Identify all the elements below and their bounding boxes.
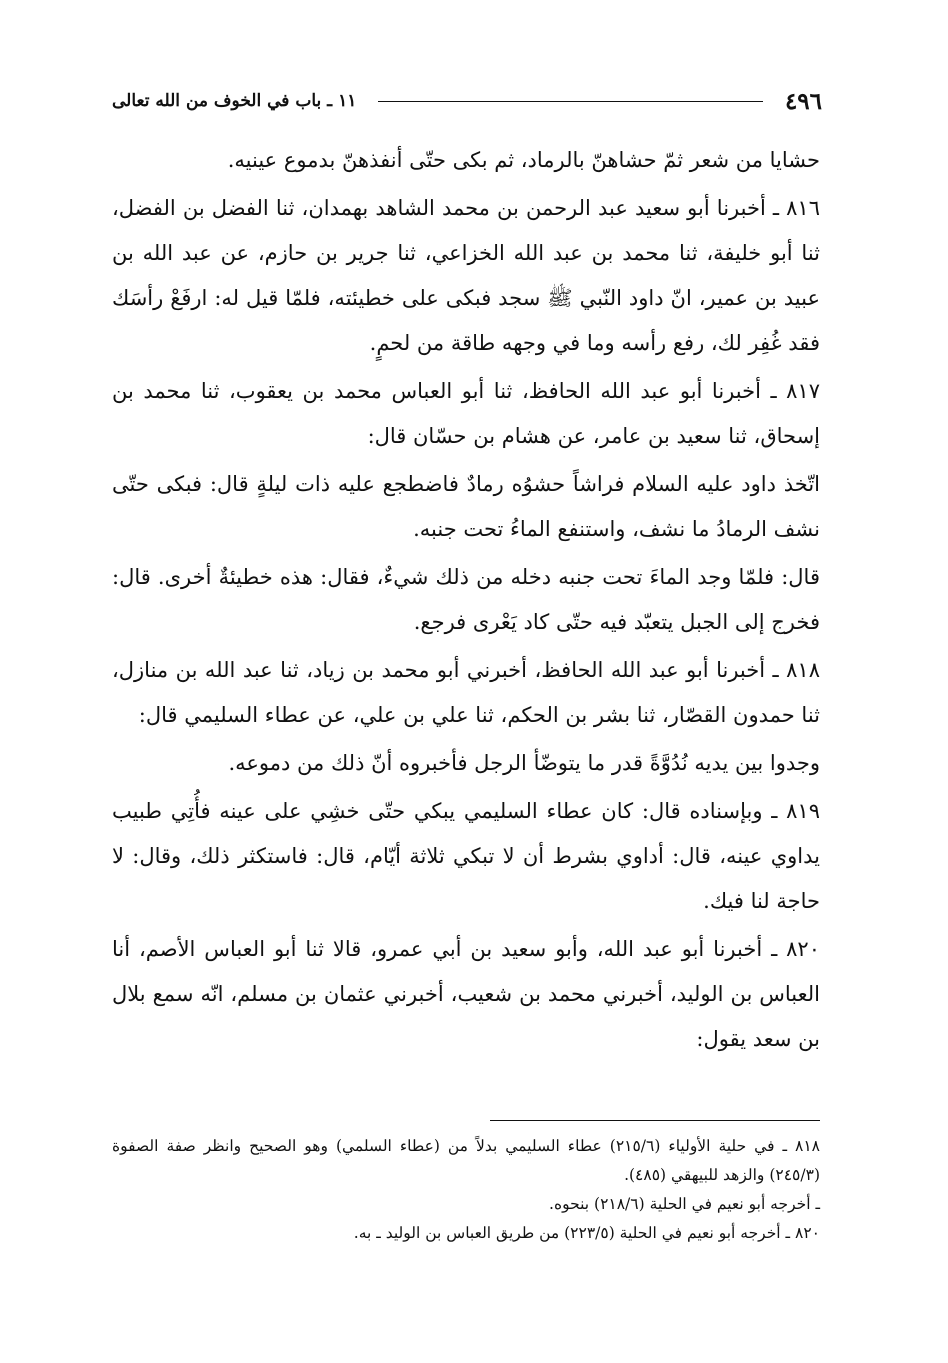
paragraph-817: ٨١٧ ـ أخبرنا أبو عبد الله الحافظ، ثنا أبو العباس محمد بن يعقوب، ثنا محمد بن إسحاق، ثنا سعيد بن عامر، عن هشام بن حسّان قال: (112, 379, 820, 448)
header-rule (378, 101, 763, 102)
footnote-820: ٨٢٠ ـ أخرجه أبو نعيم في الحلية (٢٢٣/٥) من طريق العباس بن الوليد ـ به. (353, 1224, 820, 1242)
footnote-819: ـ أخرجه أبو نعيم في الحلية (٢١٨/٦) بنحوه. (549, 1195, 820, 1213)
paragraph-817-quote-1: اتّخذ داود عليه السلام فراشاً حشوُه رمادٌ فاضطجع عليه ذات ليلةٍ قال: فبكى حتّى نشف الرمادُ ما نشف، واستنفع الماءُ تحت جنبه. (112, 472, 820, 541)
paragraph-continuation: حشايا من شعر ثمّ حشاهنّ بالرماد، ثم بكى حتّى أنفذهنّ بدموع عينيه. (227, 148, 820, 172)
footnote-divider (490, 1120, 820, 1121)
paragraph-820: ٨٢٠ ـ أخبرنا أبو عبد الله، وأبو سعيد بن أبي عمرو، قالا ثنا أبو العباس الأصم، أنا العباس بن الوليد، أخبرني محمد بن شعيب، أخبرني عثمان بن مسلم، انّه سمع بلال بن سعد يقول: (112, 937, 820, 1051)
footnotes (112, 1132, 820, 1248)
paragraph-818-quote: وجدوا بين يديه نُدُوَّةً قدر ما يتوضّأ الرجل فأخبروه أنّ ذلك من دموعه. (228, 751, 820, 775)
page-header (112, 84, 822, 118)
footnote-818: ٨١٨ ـ في حلية الأولياء (٢١٥/٦) عطاء السليمي بدلاً من (عطاء السلمي) وهو الصحيح وانظر صفة الصفوة (٢٤٥/٣) والزهد للبيهقي (٤٨٥). (112, 1137, 820, 1184)
footnote-separator (112, 1116, 820, 1126)
chapter-title: ١١ ـ باب في الخوف من الله تعالى (112, 91, 357, 111)
paragraph-816: ٨١٦ ـ أخبرنا أبو سعيد عبد الرحمن بن محمد الشاهد بهمدان، ثنا الفضل بن الفضل، ثنا أبو خليفة، ثنا محمد بن عبد الله الخزاعي، ثنا جرير بن حازم، عن عبد الله بن عبيد بن عمير، انّ داود النّبي ﷺ سجد فبكى على خطيئته، فلمّا قيل له: ارفَعْ رأسَك فقد غُفِر لك، رفع رأسه وما في وجهه طاقة من لحمٍ. (112, 196, 820, 355)
paragraph-817-quote-2: قال: فلمّا وجد الماءَ تحت جنبه دخله من ذلك شيءٌ، فقال: هذه خطيئةٌ أخرى. قال: فخرج إلى الجبل يتعبّد فيه حتّى كاد يَعْرى فرجع. (112, 565, 820, 634)
paragraph-818: ٨١٨ ـ أخبرنا أبو عبد الله الحافظ، أخبرني أبو محمد بن زياد، ثنا عبد الله بن منازل، ثنا حمدون القصّار، ثنا بشر بن الحكم، ثنا علي بن علي، عن عطاء السليمي قال: (112, 658, 820, 727)
paragraph-819: ٨١٩ ـ وبإسناده قال: كان عطاء السليمي يبكي حتّى خشِي على عينه فأُتِي طبيب يداوي عينه، قال: أداوي بشرط أن لا تبكي ثلاثة أيّام، قال: فاستكثر ذلك، وقال: لا حاجة لنا فيك. (112, 799, 820, 913)
main-text (112, 138, 820, 1065)
page-number: ٤٩٦ (784, 87, 822, 115)
